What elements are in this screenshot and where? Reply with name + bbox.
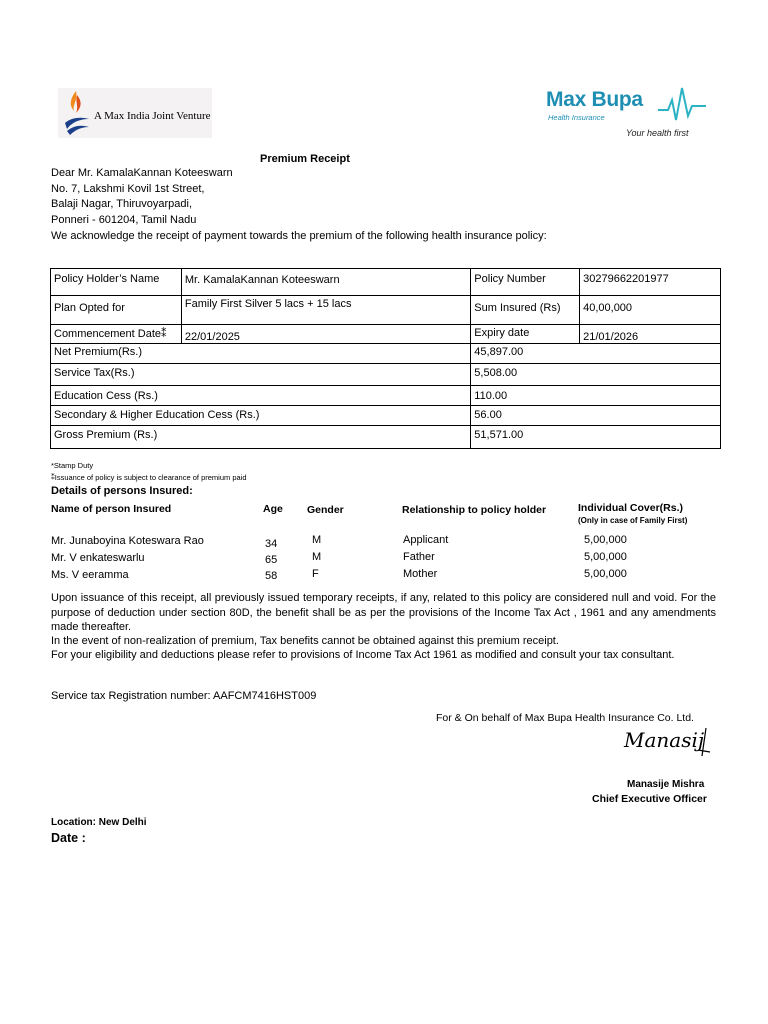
date-label: Date : bbox=[51, 831, 86, 845]
policy-number-label: Policy Number bbox=[471, 269, 580, 296]
tax-benefit-paragraph: In the event of non-realization of premium, Tax benefits cannot be obtained against this premium receipt. bbox=[51, 635, 559, 647]
address-line-1: No. 7, Lakshmi Kovil 1st Street, bbox=[51, 183, 205, 195]
insured-gender: M bbox=[312, 534, 322, 546]
commencement-value: 22/01/2025 bbox=[181, 325, 470, 344]
eligibility-paragraph: For your eligibility and deductions please refer to provisions of Income Tax Act 1961 as modified and consult your tax consultant. bbox=[51, 649, 675, 661]
insured-cover: 5,00,000 bbox=[584, 568, 627, 580]
col-age-header: Age bbox=[263, 503, 283, 515]
net-premium-label: Net Premium(Rs.) bbox=[51, 344, 471, 364]
signature-stroke-icon bbox=[696, 726, 712, 776]
education-cess-label: Education Cess (Rs.) bbox=[51, 386, 471, 406]
signatory-designation: Chief Executive Officer bbox=[592, 793, 707, 805]
education-cess-value: 110.00 bbox=[471, 386, 721, 406]
flame-logo-icon bbox=[62, 89, 92, 137]
gross-premium-label: Gross Premium (Rs.) bbox=[51, 426, 471, 449]
signature: Manasij bbox=[624, 728, 705, 752]
col-cover-header: Individual Cover(Rs.) bbox=[578, 502, 684, 514]
insured-heading: Details of persons Insured: bbox=[51, 485, 193, 497]
on-behalf-text: For & On behalf of Max Bupa Health Insurance Co. Ltd. bbox=[436, 712, 694, 724]
holder-value: Mr. KamalaKannan Koteeswarn bbox=[181, 269, 470, 296]
heartbeat-icon bbox=[658, 86, 708, 126]
net-premium-value: 45,897.00 bbox=[471, 344, 721, 364]
col-gender-header: Gender bbox=[307, 504, 344, 516]
insured-gender: M bbox=[312, 551, 322, 563]
plan-label: Plan Opted for bbox=[51, 296, 182, 325]
commencement-label: Commencement Date⁑ bbox=[51, 325, 182, 344]
insured-relation: Applicant bbox=[403, 534, 449, 546]
policy-number-value: 30279662201977 bbox=[580, 269, 721, 296]
insured-name: Mr. V enkateswarlu bbox=[51, 552, 145, 564]
col-relation-header: Relationship to policy holder bbox=[402, 504, 547, 516]
receipt-validity-paragraph: Upon issuance of this receipt, all previously issued temporary receipts, if any, related to this policy are considered null and void. For the purpose of deduction under section 80D, the benefit shall be as per the provisions of the Income Tax Act , 1961 and any amendments made thereafter. bbox=[51, 592, 716, 633]
holder-label: Policy Holder’s Name bbox=[51, 269, 182, 296]
address-line-2: Balaji Nagar, Thiruvoyarpadi, bbox=[51, 198, 193, 210]
higher-cess-label: Secondary & Higher Education Cess (Rs.) bbox=[51, 406, 471, 426]
location: Location: New Delhi bbox=[51, 817, 147, 828]
salutation: Dear Mr. KamalaKannan Koteeswarn bbox=[51, 167, 233, 179]
brand-name: Max Bupa bbox=[546, 88, 643, 111]
page-title: Premium Receipt bbox=[260, 153, 350, 165]
insured-cover: 5,00,000 bbox=[584, 551, 627, 563]
insured-age: 65 bbox=[265, 554, 278, 566]
higher-cess-value: 56.00 bbox=[471, 406, 721, 426]
expiry-label: Expiry date bbox=[471, 325, 580, 344]
address-line-3: Ponneri - 601204, Tamil Nadu bbox=[51, 214, 197, 226]
insured-name: Ms. V eeramma bbox=[51, 569, 129, 581]
signatory-name: Manasije Mishra bbox=[627, 779, 705, 790]
sum-insured-value: 40,00,000 bbox=[580, 296, 721, 325]
brand-subtitle: Health Insurance bbox=[548, 113, 605, 122]
service-tax-registration: Service tax Registration number: AAFCM7416HST009 bbox=[51, 690, 317, 702]
col-cover-note: (Only in case of Family First) bbox=[578, 516, 688, 525]
col-name-header: Name of person Insured bbox=[51, 503, 172, 515]
intro-text: We acknowledge the receipt of payment towards the premium of the following health insurance policy: bbox=[51, 230, 547, 242]
left-logo-text: A Max India Joint Venture bbox=[94, 110, 211, 122]
stamp-duty-note: *Stamp Duty bbox=[51, 461, 94, 470]
max-india-logo bbox=[58, 88, 212, 138]
insured-name: Mr. Junaboyina Koteswara Rao bbox=[51, 535, 204, 547]
insured-age: 34 bbox=[265, 538, 278, 550]
sum-insured-label: Sum Insured (Rs) bbox=[471, 296, 580, 325]
service-tax-label: Service Tax(Rs.) bbox=[51, 364, 471, 386]
insured-age: 58 bbox=[265, 570, 278, 582]
insured-cover: 5,00,000 bbox=[584, 534, 627, 546]
insured-relation: Father bbox=[403, 551, 435, 563]
max-bupa-logo bbox=[540, 86, 710, 144]
issuance-note: ⁑Issuance of policy is subject to clearance of premium paid bbox=[51, 473, 247, 482]
gross-premium-value: 51,571.00 bbox=[471, 426, 721, 449]
plan-value: Family First Silver 5 lacs + 15 lacs bbox=[181, 296, 470, 325]
expiry-value: 21/01/2026 bbox=[580, 325, 721, 344]
policy-table bbox=[50, 268, 721, 449]
brand-tagline: Your health first bbox=[626, 128, 689, 138]
insured-relation: Mother bbox=[403, 568, 438, 580]
insured-gender: F bbox=[312, 568, 319, 580]
service-tax-value: 5,508.00 bbox=[471, 364, 721, 386]
